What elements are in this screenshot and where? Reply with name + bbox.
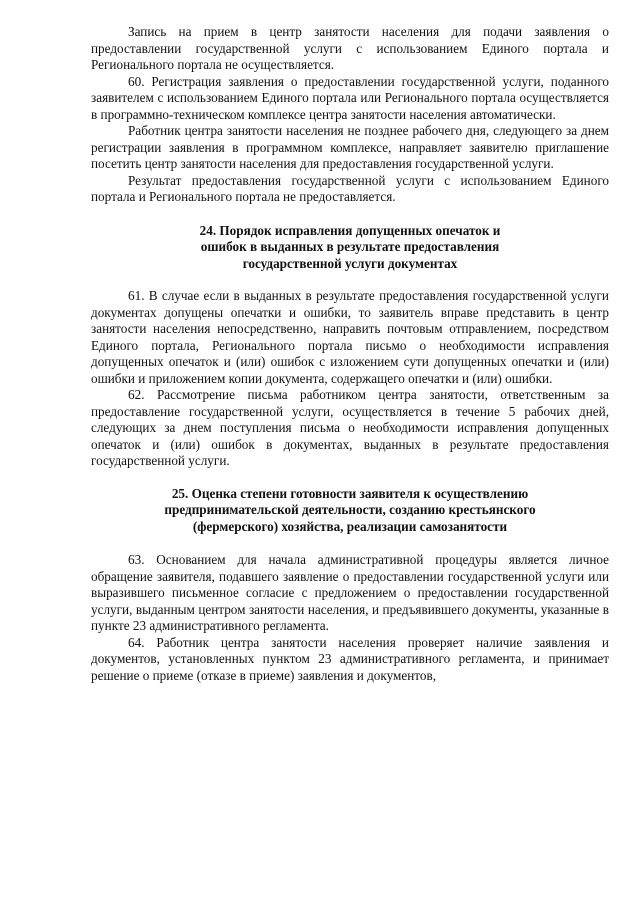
section-25-heading — [91, 486, 609, 536]
section-24-heading-line-1: 24. Порядок исправления допущенных опечаток и — [199, 222, 501, 238]
paragraph-64: 64. Работник центра занятости населения проверяет наличие заявления и документов, установленных пунктом 23 административного регламента, и принимает решение о приеме (отказе в приеме) заявления и документов, — [91, 634, 609, 683]
document-page — [91, 24, 609, 684]
spacer — [91, 272, 609, 288]
section-25-heading-line-2: предпринимательской деятельности, созданию крестьянского — [164, 502, 536, 517]
paragraph-invitation: Работник центра занятости населения не позднее рабочего дня, следующего за днем регистрации заявления в программном комплексе, направляет заявителю приглашение посетить центр занятости населения для предоставления государственной услуги. — [91, 123, 609, 171]
paragraph-60: 60. Регистрация заявления о предоставлении государственной услуги, поданного заявителем с использованием Единого портала или Регионального портала осуществляется в программно-техническом комплексе центра занятости населения автоматически. — [91, 73, 609, 122]
paragraph-63: 63. Основанием для начала административной процедуры является личное обращение заявителя, подавшего заявление о предоставлении государственной услуги или выразившего письменное согласие с предложением о предоставлении государственной услуги, выданным центром занятости населения, и предъявившего документы, указанные в пункте 23 административного регламента. — [91, 552, 609, 633]
paragraph-appointment: Запись на прием в центр занятости населения для подачи заявления о предоставлении государственной услуги с использованием Единого портала и Регионального портала не осуществляется. — [91, 24, 609, 72]
spacer — [91, 535, 609, 552]
section-24-heading-line-2: ошибок в выданных в результате предоставления — [200, 239, 500, 254]
spacer — [91, 470, 609, 486]
paragraph-61: 61. В случае если в выданных в результате предоставления государственной услуги документах допущены опечатки и ошибки, то заявитель вправе представить в центр занятости населения непосредственно, направить почтовым отправлением, посредством Единого портала, Регионального портала письмо о необходимости исправления допущенных опечаток и (или) ошибок с изложением сути допущенных опечатки и (или) ошибки и приложением копии документа, содержащего опечатки и (или) ошибки. — [91, 288, 609, 386]
section-25-heading-line-1: 25. Оценка степени готовности заявителя к осуществлению — [171, 485, 529, 501]
section-24-heading-line-3: государственной услуги документах — [242, 255, 458, 271]
section-24-heading — [91, 223, 609, 273]
section-25-heading-line-3: (фермерского) хозяйства, реализации самозанятости — [192, 518, 508, 534]
paragraph-62: 62. Рассмотрение письма работником центра занятости, ответственным за предоставление государственной услуги, осуществляется в течение 5 рабочих дней, следующих за днем поступления письма о необходимости исправления допущенных опечаток и (или) ошибок в документах, выданных в результате предоставления государственной услуги. — [91, 387, 609, 468]
paragraph-result: Результат предоставления государственной услуги с использованием Единого портала и Регионального портала не предоставляется. — [91, 172, 609, 204]
spacer — [91, 206, 609, 223]
